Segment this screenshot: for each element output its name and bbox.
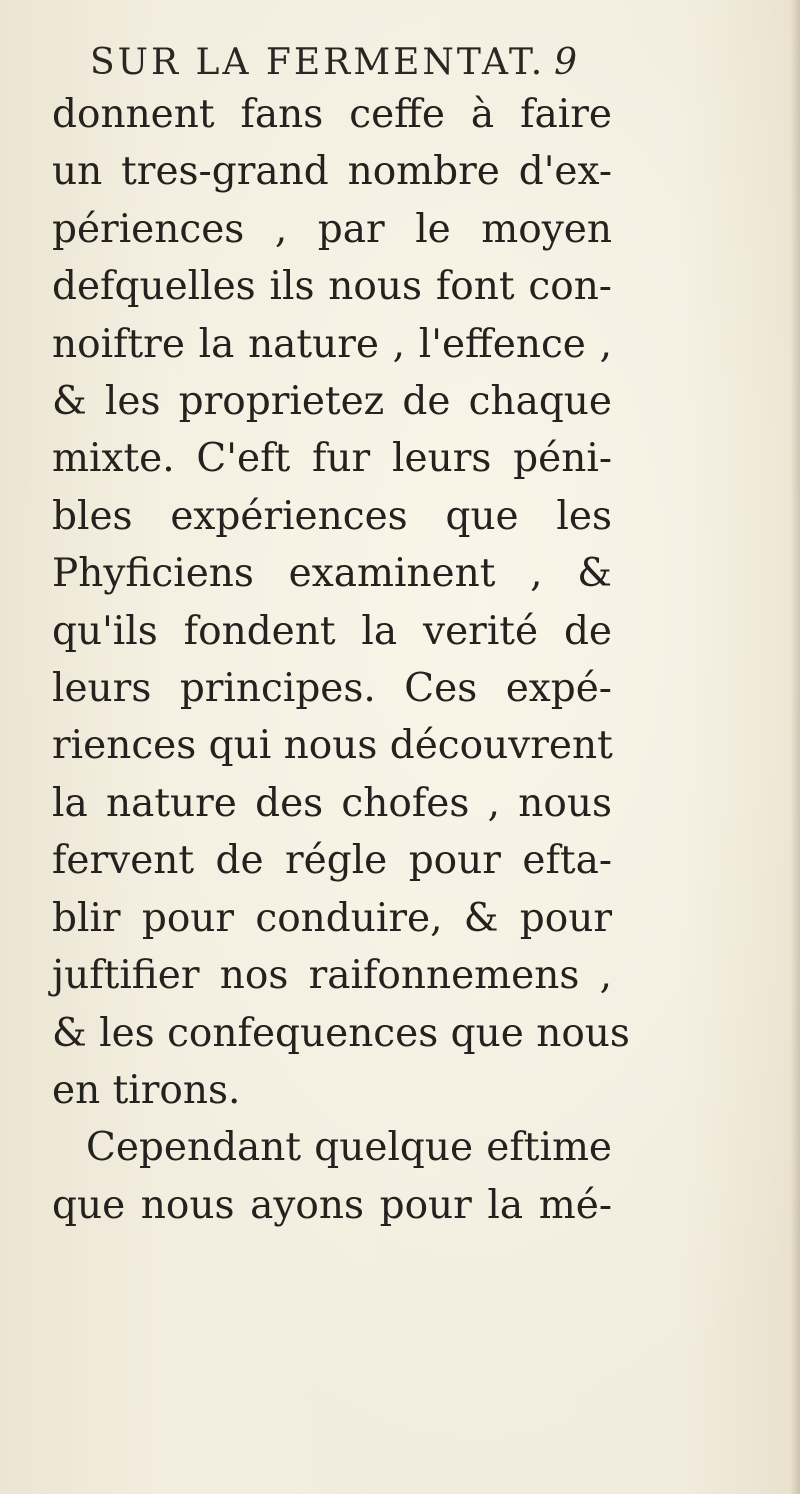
page-number: 9: [554, 42, 580, 83]
text-line: en tirons.: [52, 1067, 241, 1113]
text-line: que nous ayons pour la mé-: [52, 1182, 612, 1228]
text-line: périences , par le moyen: [52, 206, 612, 252]
body-text: [52, 86, 630, 1234]
text-line: leurs principes. Ces expé-: [52, 666, 612, 712]
text-line: mixte. C'eft fur leurs péni-: [52, 436, 612, 482]
text-line: defquelles ils nous font con-: [52, 264, 612, 310]
running-head-title: SUR LA FERMENTAT.: [90, 42, 546, 83]
text-line: un tres-grand nombre d'ex-: [52, 149, 612, 195]
text-line: fervent de régle pour efta-: [52, 838, 612, 884]
text-line: la nature des chofes , nous: [52, 780, 612, 826]
text-line: Phyficiens examinent , &: [52, 551, 612, 597]
running-head: [90, 42, 580, 83]
text-line: blir pour conduire, & pour: [52, 895, 612, 941]
text-line: Cependant quelque eftime: [86, 1125, 612, 1171]
text-line: & les confequences que nous: [52, 1010, 630, 1056]
text-line: donnent fans ceffe à faire: [52, 92, 612, 137]
text-line: bles expériences que les: [52, 493, 612, 539]
text-line: juftifier nos raifonnemens ,: [52, 953, 612, 999]
text-line: & les proprietez de chaque: [52, 379, 612, 425]
page-edge-shadow: [790, 0, 800, 1494]
text-line: qu'ils fondent la verité de: [52, 608, 612, 654]
text-line: noiftre la nature , l'effence ,: [52, 321, 612, 367]
text-line: riences qui nous découvrent: [52, 723, 613, 769]
